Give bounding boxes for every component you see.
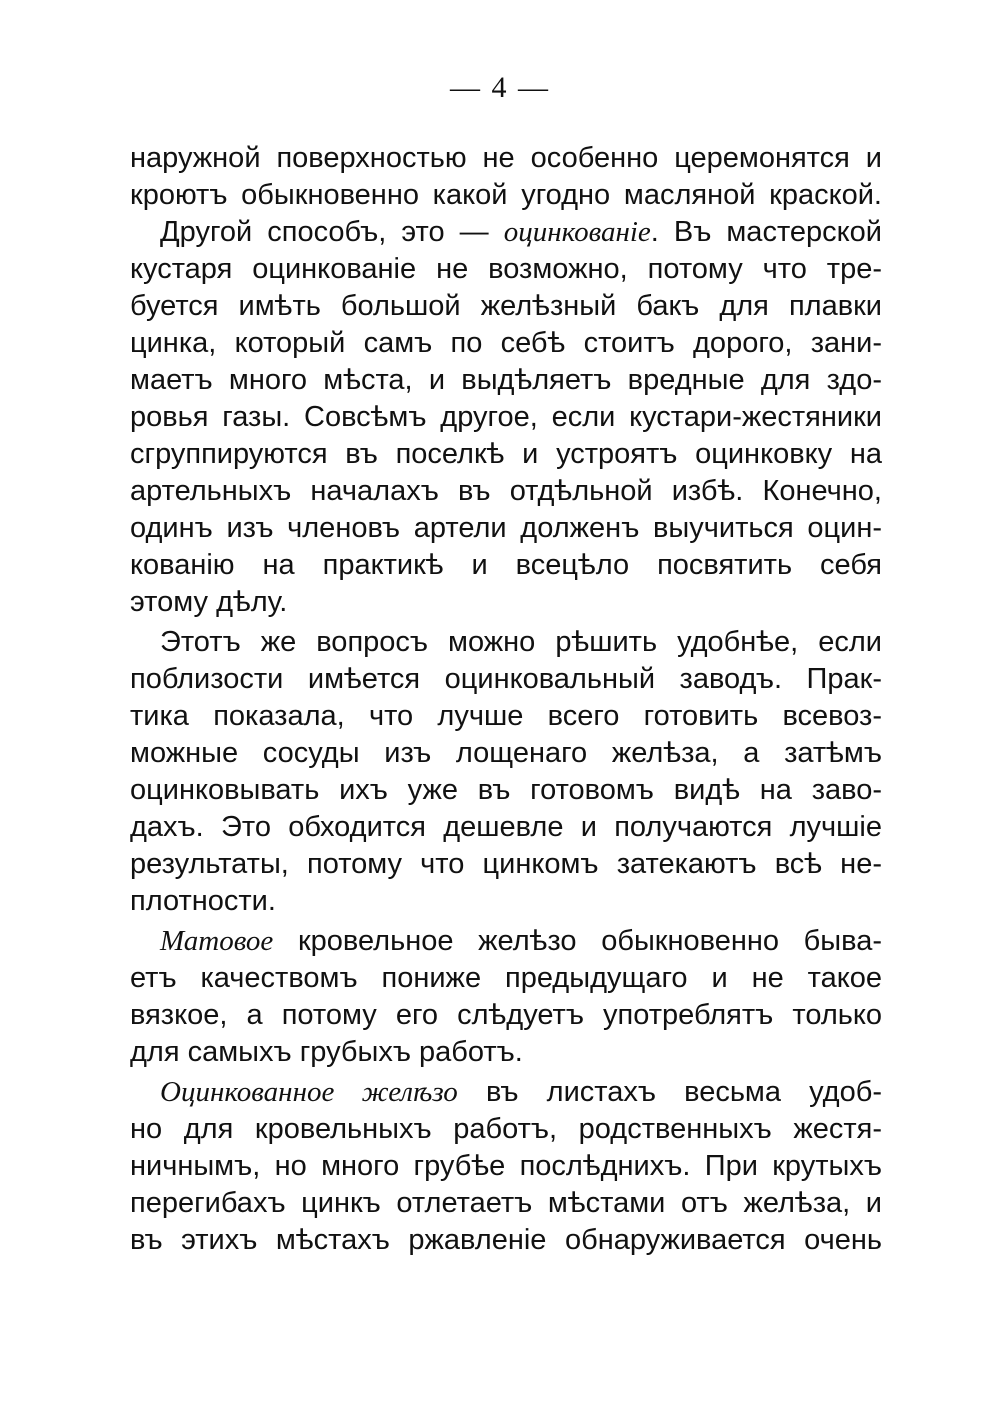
text-segment: кроютъ обыкновенно какой угодно масляной краской. — [130, 179, 882, 211]
text-segment: этому дѣлу. — [130, 586, 288, 618]
italic-term: Матовое — [160, 925, 274, 957]
italic-term: Оцинкованное желѣзо — [160, 1076, 458, 1108]
italic-term: оцинкованіе — [503, 216, 651, 248]
text-line — [130, 661, 882, 697]
text-segment: результаты, потому что цинкомъ затекаютъ всѣ не- — [130, 848, 882, 880]
text-line — [130, 698, 882, 734]
text-segment: поблизости имѣется оцинковальный заводъ. Прак- — [130, 663, 882, 695]
text-segment: тика показала, что лучше всего готовить всевоз- — [130, 700, 882, 732]
text-line — [130, 325, 882, 361]
text-segment: въ листахъ весьма удоб- — [457, 1076, 882, 1108]
text-segment: сгруппируются въ поселкѣ и устроятъ оцинковку на — [130, 438, 882, 470]
text-line — [130, 846, 882, 882]
text-line — [130, 399, 882, 435]
text-line — [130, 140, 882, 176]
text-line — [130, 809, 882, 845]
text-line — [130, 436, 882, 472]
text-segment: наружной поверхностью не особенно церемонятся и — [130, 142, 882, 174]
text-line — [130, 1111, 882, 1147]
text-segment: дахъ. Это обходится дешевле и получаются лучшіе — [130, 811, 882, 843]
text-line — [130, 997, 882, 1033]
text-segment: кровельное желѣзо обыкновенно быва- — [273, 925, 882, 957]
text-line — [130, 547, 882, 583]
text-segment: Этотъ же вопросъ можно рѣшить удобнѣе, если — [160, 626, 882, 658]
text-line — [130, 362, 882, 398]
text-line — [130, 251, 882, 287]
text-line — [160, 624, 882, 660]
text-line — [130, 473, 882, 509]
text-segment: можные сосуды изъ лощенаго желѣза, а затѣмъ — [130, 737, 882, 769]
text-line — [130, 510, 882, 546]
page-number: — 4 — — [450, 71, 550, 104]
text-line — [130, 584, 882, 620]
text-line — [130, 1185, 882, 1221]
text-segment: цинка, который самъ по себѣ стоитъ дорого, зани- — [130, 327, 882, 359]
text-segment: Другой способъ, это — — [160, 216, 504, 248]
text-segment: перегибахъ цинкъ отлетаетъ мѣстами отъ желѣза, и — [130, 1187, 882, 1219]
text-line — [160, 214, 882, 250]
text-segment: для самыхъ грубыхъ работъ. — [130, 1036, 523, 1068]
text-segment: въ этихъ мѣстахъ ржавленіе обнаруживается очень — [130, 1224, 882, 1256]
text-segment: кустаря оцинкованіе не возможно, потому что тре- — [130, 253, 882, 285]
text-line — [160, 1074, 882, 1110]
text-segment: артельныхъ началахъ въ отдѣльной избѣ. Конечно, — [130, 475, 882, 507]
text-segment: но для кровельныхъ работъ, родственныхъ жестя- — [130, 1113, 882, 1145]
text-segment: маетъ много мѣста, и выдѣляетъ вредные для здо- — [130, 364, 882, 396]
text-line — [130, 1222, 882, 1258]
text-segment: оцинковывать ихъ уже въ готовомъ видѣ на заво- — [130, 774, 882, 806]
text-line — [130, 1034, 882, 1070]
text-line — [130, 1148, 882, 1184]
text-segment: етъ качествомъ пониже предыдущаго и не такое — [130, 962, 882, 994]
text-line — [130, 288, 882, 324]
text-segment: одинъ изъ членовъ артели долженъ выучиться оцин- — [130, 512, 882, 544]
text-segment: ничнымъ, но много грубѣе послѣднихъ. При крутыхъ — [130, 1150, 882, 1182]
text-segment: кованію на практикѣ и всецѣло посвятить себя — [130, 549, 882, 581]
text-line — [130, 772, 882, 808]
text-line — [130, 177, 882, 213]
text-segment: плотности. — [130, 885, 276, 917]
text-line — [130, 735, 882, 771]
text-segment: ровья газы. Совсѣмъ другое, если кустари-жестяники — [130, 401, 882, 433]
text-segment: буется имѣть большой желѣзный бакъ для плавки — [130, 290, 882, 322]
text-line — [160, 923, 882, 959]
text-segment: вязкое, а потому его слѣдуетъ употреблятъ только — [130, 999, 882, 1031]
text-line — [130, 960, 882, 996]
text-line — [130, 883, 882, 919]
text-segment: . Въ мастерской — [650, 216, 882, 248]
